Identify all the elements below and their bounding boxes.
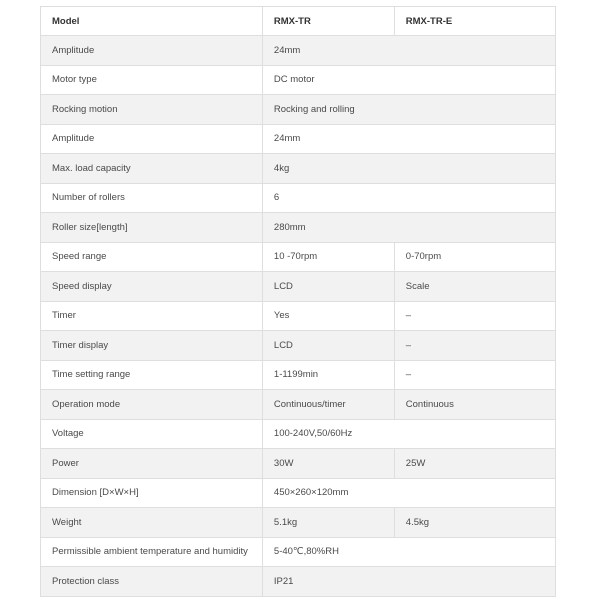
row-label: Max. load capacity bbox=[41, 154, 263, 184]
value-shared: 450×260×120mm bbox=[262, 478, 555, 508]
row-label: Voltage bbox=[41, 419, 263, 449]
value-shared: 100-240V,50/60Hz bbox=[262, 419, 555, 449]
row-label: Protection class bbox=[41, 567, 263, 597]
table-row bbox=[41, 301, 556, 331]
value-rmx-tr-e: 25W bbox=[394, 449, 555, 479]
value-rmx-tr: 10 -70rpm bbox=[262, 242, 394, 272]
row-label: Amplitude bbox=[41, 36, 263, 66]
value-shared: IP21 bbox=[262, 567, 555, 597]
value-rmx-tr: LCD bbox=[262, 331, 394, 361]
value-rmx-tr-e: – bbox=[394, 301, 555, 331]
row-label: Amplitude bbox=[41, 124, 263, 154]
table-row bbox=[41, 360, 556, 390]
row-label: Operation mode bbox=[41, 390, 263, 420]
header-rmx-tr-e: RMX-TR-E bbox=[394, 7, 555, 36]
value-shared: 6 bbox=[262, 183, 555, 213]
value-shared: DC motor bbox=[262, 65, 555, 95]
value-rmx-tr-e: Scale bbox=[394, 272, 555, 302]
value-shared: 4kg bbox=[262, 154, 555, 184]
table-row bbox=[41, 419, 556, 449]
row-label: Speed range bbox=[41, 242, 263, 272]
table-row bbox=[41, 154, 556, 184]
value-rmx-tr: LCD bbox=[262, 272, 394, 302]
row-label: Motor type bbox=[41, 65, 263, 95]
spec-table bbox=[40, 6, 556, 597]
table-row bbox=[41, 213, 556, 243]
header-row bbox=[41, 7, 556, 36]
value-shared: 24mm bbox=[262, 124, 555, 154]
table-row bbox=[41, 95, 556, 125]
value-rmx-tr-e: 0-70rpm bbox=[394, 242, 555, 272]
table-row bbox=[41, 36, 556, 66]
row-label: Permissible ambient temperature and humidity bbox=[41, 537, 263, 567]
value-rmx-tr: 30W bbox=[262, 449, 394, 479]
row-label: Dimension [D×W×H] bbox=[41, 478, 263, 508]
row-label: Timer display bbox=[41, 331, 263, 361]
spec-table-body bbox=[41, 36, 556, 597]
table-row bbox=[41, 449, 556, 479]
value-rmx-tr-e: Continuous bbox=[394, 390, 555, 420]
row-label: Rocking motion bbox=[41, 95, 263, 125]
header-model: Model bbox=[41, 7, 263, 36]
row-label: Number of rollers bbox=[41, 183, 263, 213]
value-shared: Rocking and rolling bbox=[262, 95, 555, 125]
row-label: Power bbox=[41, 449, 263, 479]
value-shared: 24mm bbox=[262, 36, 555, 66]
table-row bbox=[41, 331, 556, 361]
value-rmx-tr-e: 4.5kg bbox=[394, 508, 555, 538]
value-rmx-tr-e: – bbox=[394, 360, 555, 390]
value-shared: 280mm bbox=[262, 213, 555, 243]
table-row bbox=[41, 537, 556, 567]
header-rmx-tr: RMX-TR bbox=[262, 7, 394, 36]
table-row bbox=[41, 183, 556, 213]
value-rmx-tr: 1-1199min bbox=[262, 360, 394, 390]
table-row bbox=[41, 567, 556, 597]
row-label: Speed display bbox=[41, 272, 263, 302]
table-row bbox=[41, 65, 556, 95]
table-row bbox=[41, 272, 556, 302]
value-rmx-tr: Continuous/timer bbox=[262, 390, 394, 420]
table-row bbox=[41, 478, 556, 508]
value-rmx-tr: Yes bbox=[262, 301, 394, 331]
value-shared: 5-40℃,80%RH bbox=[262, 537, 555, 567]
row-label: Weight bbox=[41, 508, 263, 538]
row-label: Timer bbox=[41, 301, 263, 331]
row-label: Roller size[length] bbox=[41, 213, 263, 243]
table-row bbox=[41, 242, 556, 272]
table-row bbox=[41, 390, 556, 420]
value-rmx-tr: 5.1kg bbox=[262, 508, 394, 538]
row-label: Time setting range bbox=[41, 360, 263, 390]
table-row bbox=[41, 124, 556, 154]
table-row bbox=[41, 508, 556, 538]
value-rmx-tr-e: – bbox=[394, 331, 555, 361]
